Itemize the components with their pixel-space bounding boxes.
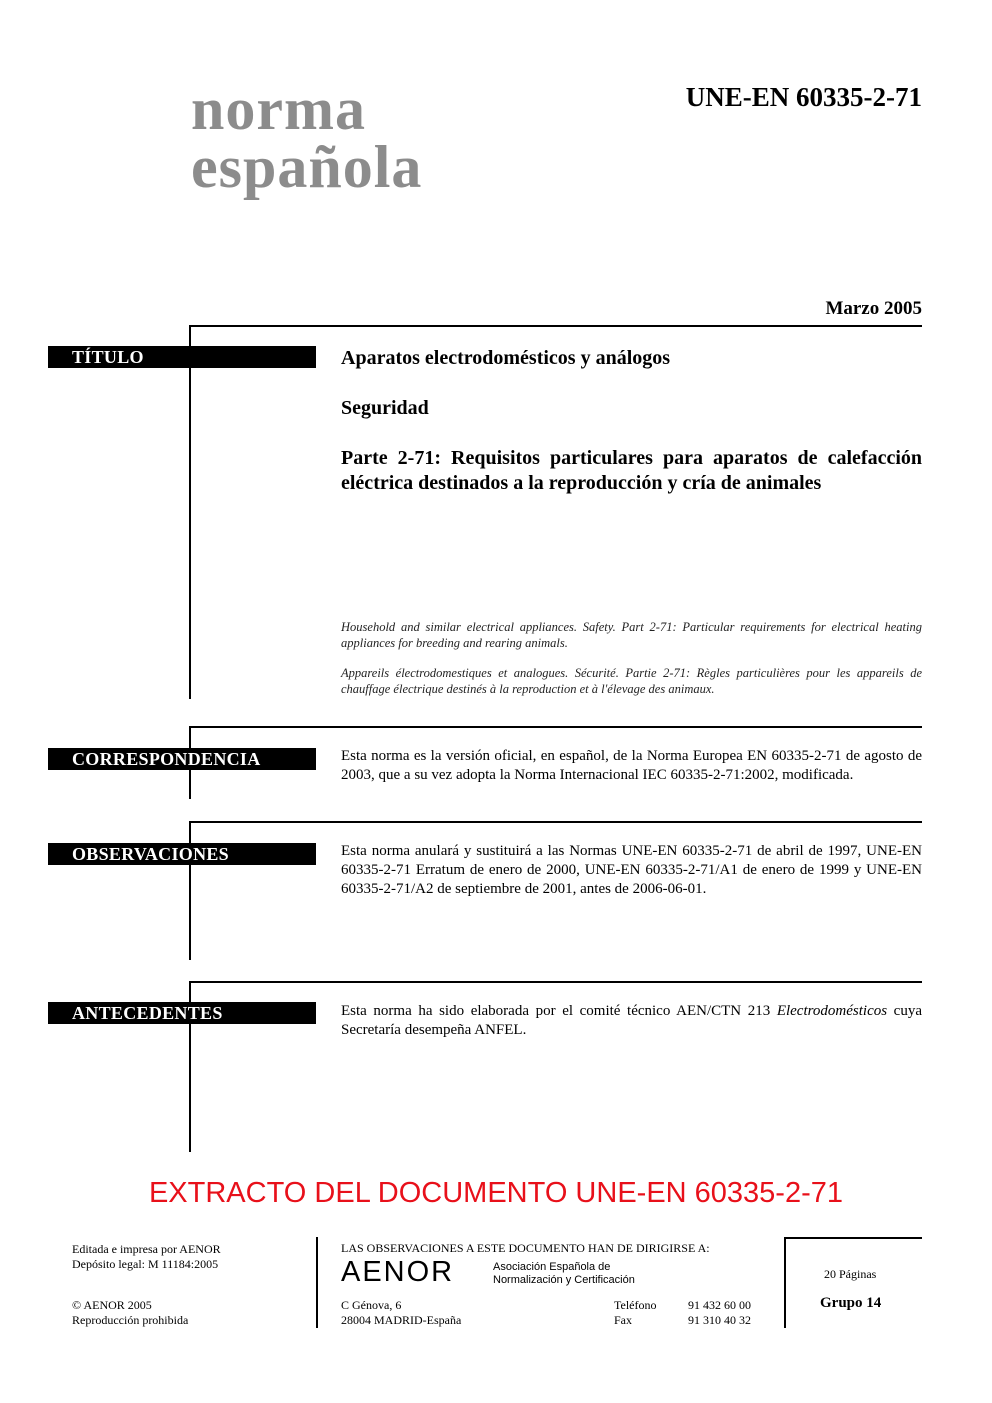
- title-line-3: Parte 2-71: Requisitos particulares para aparatos de calefacción eléctrica destinados a la reproducción y cría de animales: [341, 447, 922, 494]
- rule-observaciones-top: [189, 821, 922, 823]
- antecedentes-text-part1: Esta norma ha sido elaborada por el comité técnico AEN/CTN 213: [341, 1003, 777, 1019]
- footer-fax-label: Fax: [614, 1313, 632, 1327]
- aenor-logo: AENOR: [341, 1256, 455, 1288]
- title-english: Household and similar electrical appliances. Safety. Part 2-71: Particular requirements for electrical heating appliances for breeding and rearing animals.: [341, 620, 922, 650]
- footer-box-top: [784, 1237, 922, 1239]
- extract-watermark: EXTRACTO DEL DOCUMENTO UNE-EN 60335-2-71: [148, 1177, 844, 1209]
- footer-contact-values: [688, 1298, 751, 1328]
- footer-address-line-1: C Génova, 6: [341, 1298, 402, 1312]
- footer-phone: 91 432 60 00: [688, 1298, 751, 1312]
- brand-line-2: española: [191, 134, 423, 200]
- antecedentes-text-part2: cuya Secretaría desempeña ANFEL.: [341, 1003, 922, 1038]
- footer-contact-labels: [614, 1298, 656, 1328]
- rule-antecedentes-top: [189, 981, 922, 983]
- aenor-org-name: [493, 1261, 635, 1287]
- rule-observaciones-vertical: [189, 821, 191, 960]
- publication-date: Marzo 2005: [825, 298, 922, 319]
- footer-observations-header: LAS OBSERVACIONES A ESTE DOCUMENTO HAN DE DIRIGIRSE A:: [341, 1241, 710, 1255]
- footer-reproduction: Reproducción prohibida: [72, 1313, 189, 1327]
- title-line-1: Aparatos electrodomésticos y análogos: [341, 347, 671, 369]
- standard-code: UNE-EN 60335-2-71: [685, 82, 922, 112]
- brand-title: [191, 76, 423, 200]
- footer-phone-label: Teléfono: [614, 1298, 657, 1312]
- footer-fax: 91 310 40 32: [688, 1313, 751, 1327]
- label-observaciones: OBSERVACIONES: [48, 843, 316, 865]
- correspondencia-text: Esta norma es la versión oficial, en español, de la Norma Europea EN 60335-2-71 de agosto de 2003, que a su vez adopta la Norma Internacional IEC 60335-2-71:2002, modificada.: [341, 748, 922, 783]
- footer-rights: [72, 1298, 188, 1328]
- footer-deposit: Depósito legal: M 11184:2005: [72, 1257, 219, 1271]
- label-antecedentes: ANTECEDENTES: [48, 1002, 316, 1024]
- rule-titulo-top: [189, 325, 922, 327]
- observaciones-text: Esta norma anulará y sustituirá a las Normas UNE-EN 60335-2-71 de abril de 1997, UNE-EN 60335-2-71 Erratum de enero de 2000, UNE-EN 60335-2-71/A1 de enero de 1999 y UNE-EN 60335-2-71/A2 de septiembre de 2001, antes de 2006-06-01.: [341, 843, 922, 897]
- rule-correspondencia-top: [189, 726, 922, 728]
- rule-titulo-vertical: [189, 325, 191, 699]
- brand-line-1: norma: [191, 76, 366, 142]
- footer-group: Grupo 14: [820, 1295, 882, 1311]
- footer-divider-right: [784, 1237, 786, 1328]
- title-french: Appareils électrodomestiques et analogues. Sécurité. Partie 2-71: Règles particulières pour les appareils de chauffage électrique destinés à la reproduction et à l'élevage des animaux.: [341, 666, 922, 696]
- antecedentes-committee-name: Electrodomésticos: [776, 1003, 888, 1019]
- footer-address: [341, 1298, 461, 1328]
- footer-address-line-2: 28004 MADRID-España: [341, 1313, 462, 1327]
- label-titulo: TÍTULO: [48, 346, 316, 368]
- footer-publisher: [72, 1242, 221, 1272]
- footer-pages: 20 Páginas: [824, 1267, 877, 1281]
- aenor-org-line-2: Normalización y Certificación: [493, 1274, 635, 1286]
- footer-copyright: © AENOR 2005: [72, 1298, 152, 1312]
- footer-divider-left: [316, 1237, 318, 1328]
- title-line-2: Seguridad: [341, 397, 429, 419]
- label-correspondencia: CORRESPONDENCIA: [48, 748, 316, 770]
- footer-edited: Editada e impresa por AENOR: [72, 1242, 221, 1256]
- antecedentes-text: [341, 1002, 922, 1040]
- aenor-org-line-1: Asociación Española de: [493, 1261, 611, 1273]
